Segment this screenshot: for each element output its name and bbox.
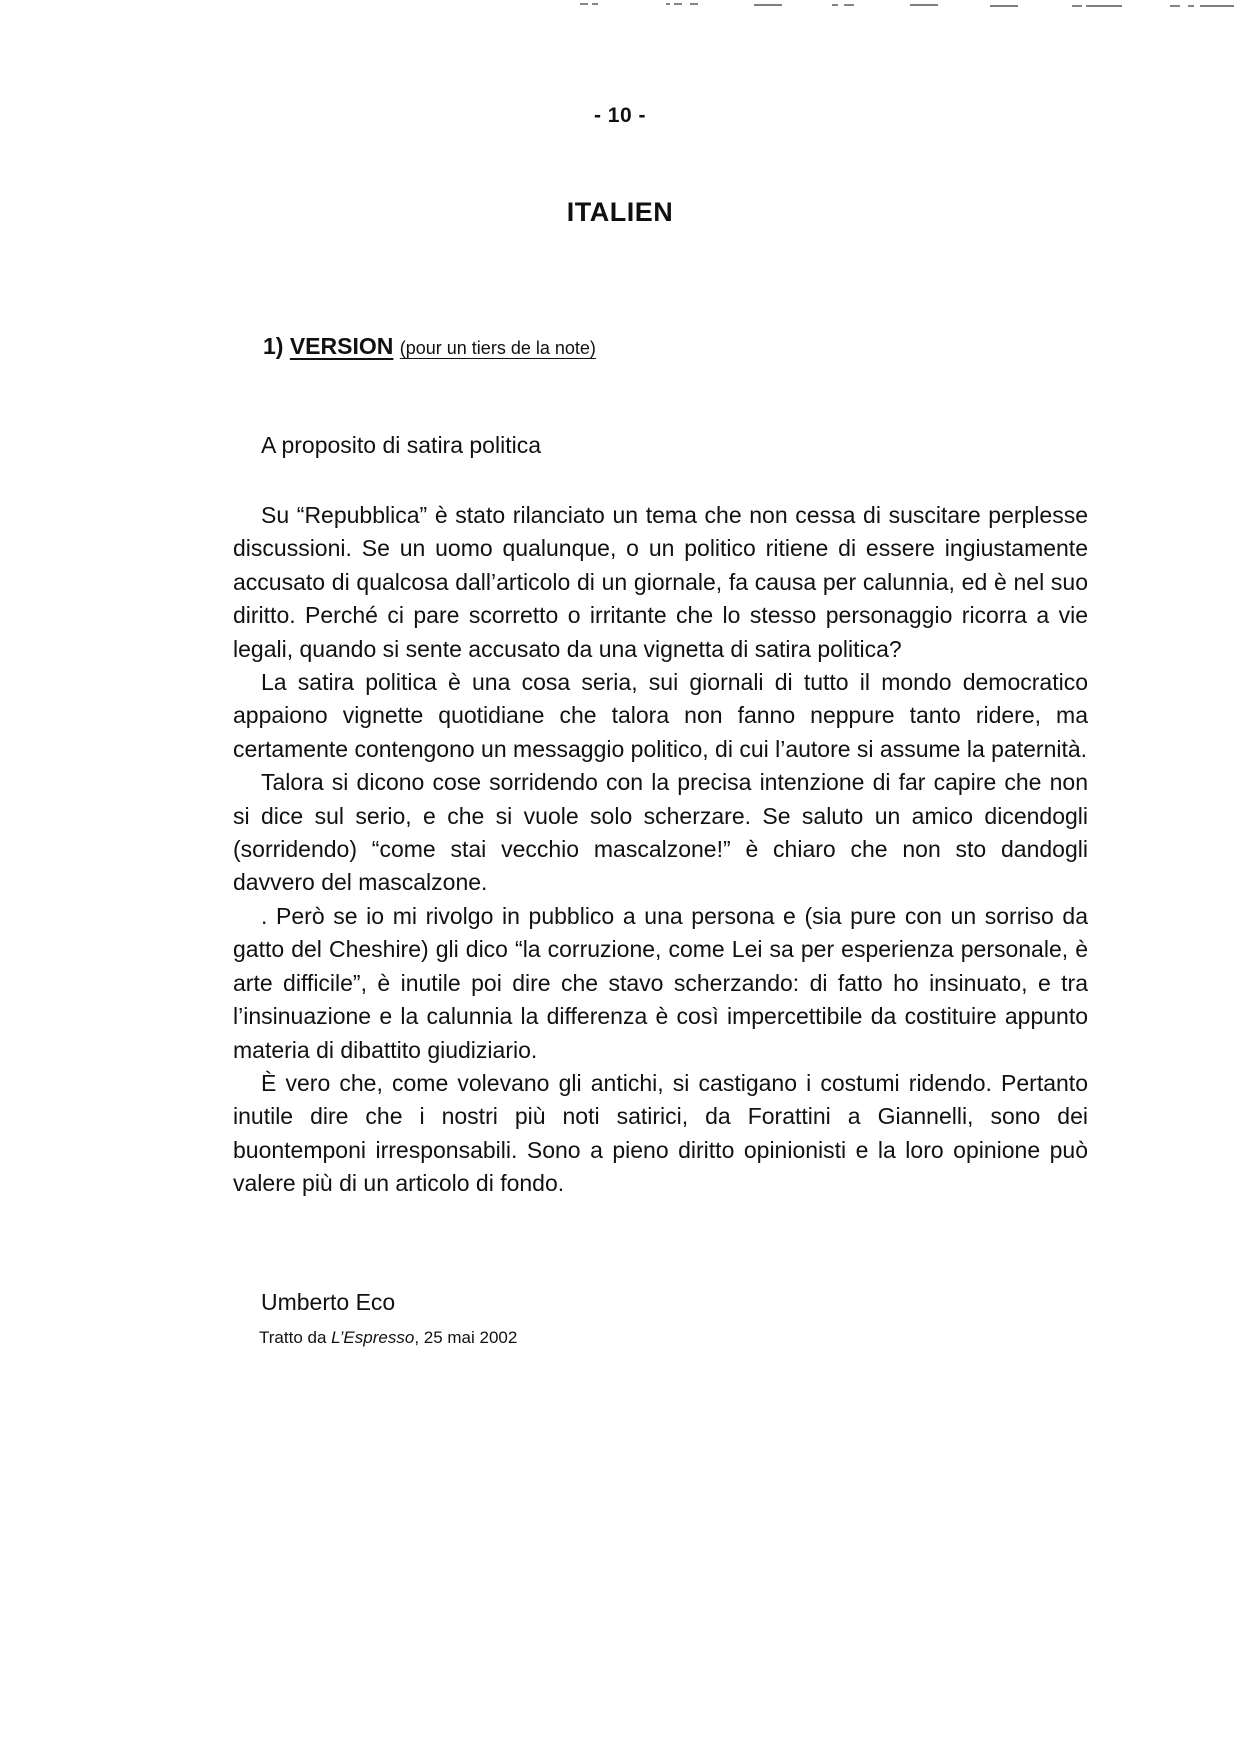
section-note: (pour un tiers de la note) [399,338,596,358]
source-prefix: Tratto da [259,1328,327,1347]
page-heading: ITALIEN [566,197,674,227]
section-label: VERSION [289,333,394,359]
article-title: A proposito di satira politica [261,432,541,458]
section-number: 1) [263,333,284,359]
paragraph: È vero che, come volevano gli antichi, si castigano i costumi ridendo. Pertanto inutile dire che i nostri più noti satirici, da Forattini a Giannelli, sono dei buontemponi irresponsabili. Sono a pieno diritto opinionisti e la loro opinione può valere più di un articolo di fondo. [233,1069,1088,1197]
article-author: Umberto Eco [261,1289,396,1315]
scan-artifact-marks [570,0,1240,12]
source-publication: L’Espresso [331,1328,415,1347]
section-title [263,333,596,360]
paragraph: Su “Repubblica” è stato rilanciato un tema che non cessa di suscitare perplesse discussioni. Se un uomo qualunque, o un politico ritiene di essere ingiustamente accusato di qualcosa dall’articolo di un giornale, fa causa per calunnia, ed è nel suo diritto. Perché ci pare scorretto o irritante che lo stesso personaggio ricorra a vie legali, quando si sente accusato da una vignetta di satira politica? [233,502,1088,662]
paragraph: . Però se io mi rivolgo in pubblico a una persona e (sia pure con un sorriso da gatto del Cheshire) gli dico “la corruzione, come Lei sa per esperienza personale, è arte difficile”, è inutile poi dire che stavo scherzando: di fatto ho insinuato, e tra l’insinuazione e la calunnia la differenza è così impercettibile da costituire appunto materia di dibattito giudiziario. [233,902,1088,1063]
article-body [233,499,1088,1201]
paragraph: La satira politica è una cosa seria, sui giornali di tutto il mondo democratico appaiono vignette quotidiane che talora non fanno neppure tanto ridere, ma certamente contengono un messaggio politico, di cui l’autore si assume la paternità. [233,669,1088,762]
source-date: , 25 mai 2002 [414,1328,518,1347]
article-source [259,1328,517,1348]
page-number: - 10 - [593,104,646,127]
paragraph: Talora si dicono cose sorridendo con la precisa intenzione di far capire che non si dice sul serio, e che si vuole solo scherzare. Se saluto un amico dicendogli (sorridendo) “come stai vecchio mascalzone!” è chiaro che non sto dandogli davvero del mascalzone. [233,769,1088,896]
